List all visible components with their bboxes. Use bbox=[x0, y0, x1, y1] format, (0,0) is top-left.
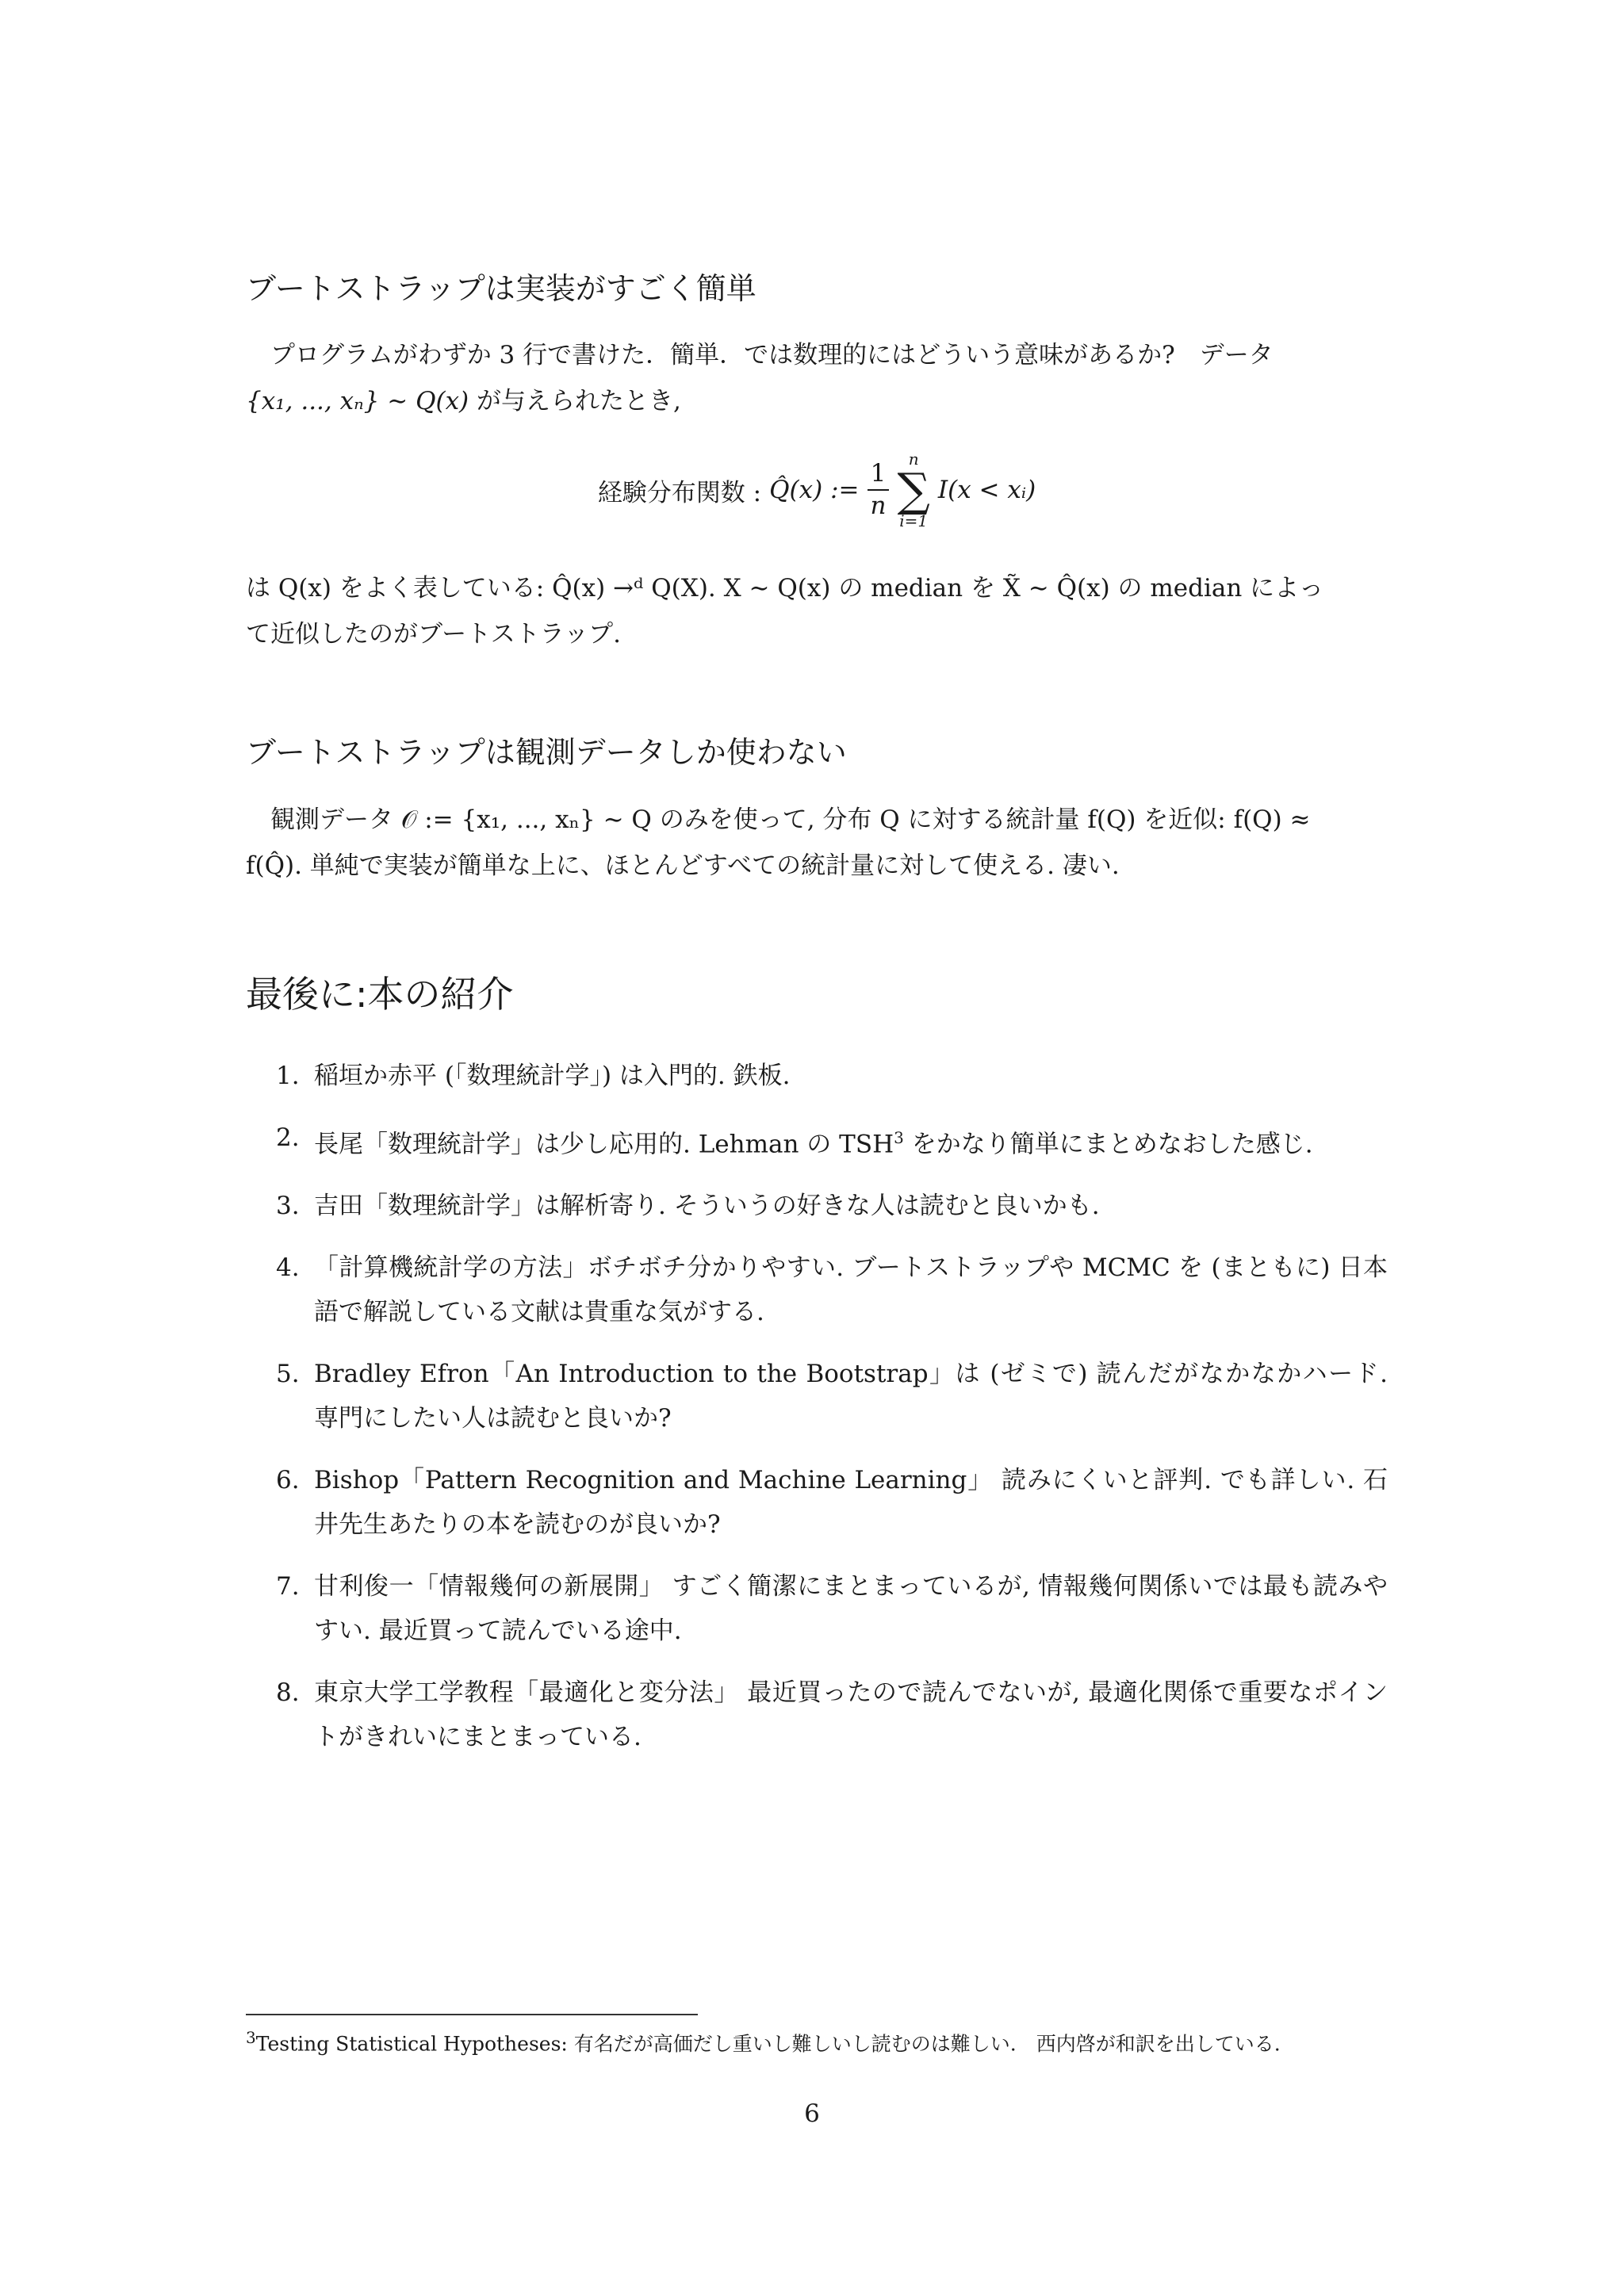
list-item-number: 3. bbox=[276, 1191, 300, 1220]
text-line: て近似したのがブートストラップ. bbox=[246, 620, 621, 649]
fraction-numerator: 1 bbox=[868, 461, 890, 491]
summation bbox=[897, 451, 929, 529]
sum-upper-limit: n bbox=[908, 450, 919, 469]
list-item-number: 8. bbox=[276, 1678, 300, 1707]
text-line: が与えられたとき, bbox=[469, 387, 681, 416]
page-number: 6 bbox=[804, 2099, 820, 2128]
sum-lower-limit: i=1 bbox=[899, 511, 929, 531]
list-item-text: 吉田「数理統計学」は解析寄り. そういうの好きな人は読むと良いかも. bbox=[314, 1191, 1100, 1220]
list-item bbox=[246, 1184, 1388, 1228]
list-item-number: 6. bbox=[276, 1465, 300, 1494]
footnote bbox=[246, 2022, 1388, 2060]
list-item bbox=[246, 1458, 1388, 1547]
text-line: は Q(x) をよく表している: Q̂(x) →ᵈ Q(X). X ∼ Q(x) の median を X̃ ∼ Q̂(x) の median によっ bbox=[246, 574, 1324, 603]
subsection-heading-bootstrap-simple: ブートストラップは実装がすごく簡単 bbox=[246, 271, 756, 306]
equation-lhs: Q̂(x) := bbox=[769, 476, 860, 505]
paragraph-bootstrap-approx bbox=[246, 565, 1388, 657]
list-item-text: 長尾「数理統計学」は少し応用的. Lehman の TSH bbox=[314, 1129, 894, 1158]
list-item bbox=[246, 1054, 1388, 1098]
list-item-number: 4. bbox=[276, 1253, 300, 1282]
list-item-text: をかなり簡単にまとめなおした感じ. bbox=[903, 1129, 1313, 1158]
fraction-denominator: n bbox=[870, 492, 887, 521]
display-equation-empirical-cdf bbox=[246, 451, 1388, 538]
list-item bbox=[246, 1670, 1388, 1759]
paragraph-bootstrap-simple bbox=[246, 332, 1388, 424]
list-item bbox=[246, 1352, 1388, 1441]
list-item-text: 甘利俊一「情報幾何の新展開」 すごく簡潔にまとまっているが, 情報幾何関係いでは最も読みやすい. 最近買って読んでいる途中. bbox=[314, 1571, 1388, 1645]
text-line: に対して使える. 凄い. bbox=[875, 851, 1120, 880]
list-item bbox=[246, 1246, 1388, 1334]
footnote-text: Testing Statistical Hypotheses: 有名だが高価だし重いし難しいし読むのは難しい. 西内啓が和訳を出している. bbox=[255, 2032, 1281, 2056]
list-item-number: 7. bbox=[276, 1571, 300, 1601]
text-line: 観測データ 𝒪 := {x₁, ..., xₙ} ∼ Q のみを使って, 分布 Q に対する統計量 f(Q) を近似: f(Q) ≈ bbox=[270, 805, 1311, 834]
list-item bbox=[246, 1564, 1388, 1653]
math-inline: {x₁, ..., xₙ} ∼ Q(x) bbox=[246, 387, 469, 416]
list-item-number: 1. bbox=[276, 1061, 300, 1090]
list-item bbox=[246, 1115, 1388, 1166]
section-heading-books: 最後に:本の紹介 bbox=[246, 972, 514, 1016]
list-item-text: Bishop「Pattern Recognition and Machine Learning」 読みにくいと評判. でも詳しい. 石井先生あたりの本を読むのが良いか? bbox=[314, 1465, 1388, 1539]
footnote-mark: 3 bbox=[894, 1127, 904, 1147]
page-body bbox=[246, 270, 1388, 1777]
list-item-number: 5. bbox=[276, 1359, 300, 1388]
list-item-text: 東京大学工学教程「最適化と変分法」 最近買ったので読んでないが, 最適化関係で重要なポイントがきれいにまとまっている. bbox=[314, 1678, 1388, 1751]
list-item-text: 稲垣か赤平 (「数理統計学」) は入門的. 鉄板. bbox=[314, 1061, 791, 1090]
list-item-text: 「計算機統計学の方法」ボチボチ分かりやすい. ブートストラップや MCMC を (まともに) 日本語で解説している文献は貴重な気がする. bbox=[314, 1253, 1388, 1326]
book-list bbox=[246, 1054, 1388, 1759]
footnote-rule bbox=[246, 2014, 698, 2015]
subsection-heading-bootstrap-observed: ブートストラップは観測データしか使わない bbox=[246, 735, 847, 771]
list-item-text: Bradley Efron「An Introduction to the Bootstrap」は (ゼミで) 読んだがなかなかハード. 専門にしたい人は読むと良いか? bbox=[314, 1359, 1388, 1433]
list-item-number: 2. bbox=[276, 1123, 300, 1152]
text-line: プログラムがわずか 3 行で書けた．簡単．では数理的にはどういう意味があるか? データ bbox=[270, 341, 1274, 370]
emphasis-text: ほとんどすべての統計量 bbox=[604, 851, 875, 880]
sigma-symbol: ∑ bbox=[897, 463, 930, 518]
paragraph-bootstrap-observed bbox=[246, 797, 1388, 889]
fraction bbox=[867, 461, 889, 519]
text-line: f(Q̂). 単純で実装が簡単な上に、 bbox=[246, 851, 605, 880]
footnote-mark: 3 bbox=[246, 2028, 256, 2047]
equation-rhs: I(x < xᵢ) bbox=[937, 476, 1036, 505]
equation-label: 経験分布関数 : bbox=[597, 478, 762, 507]
